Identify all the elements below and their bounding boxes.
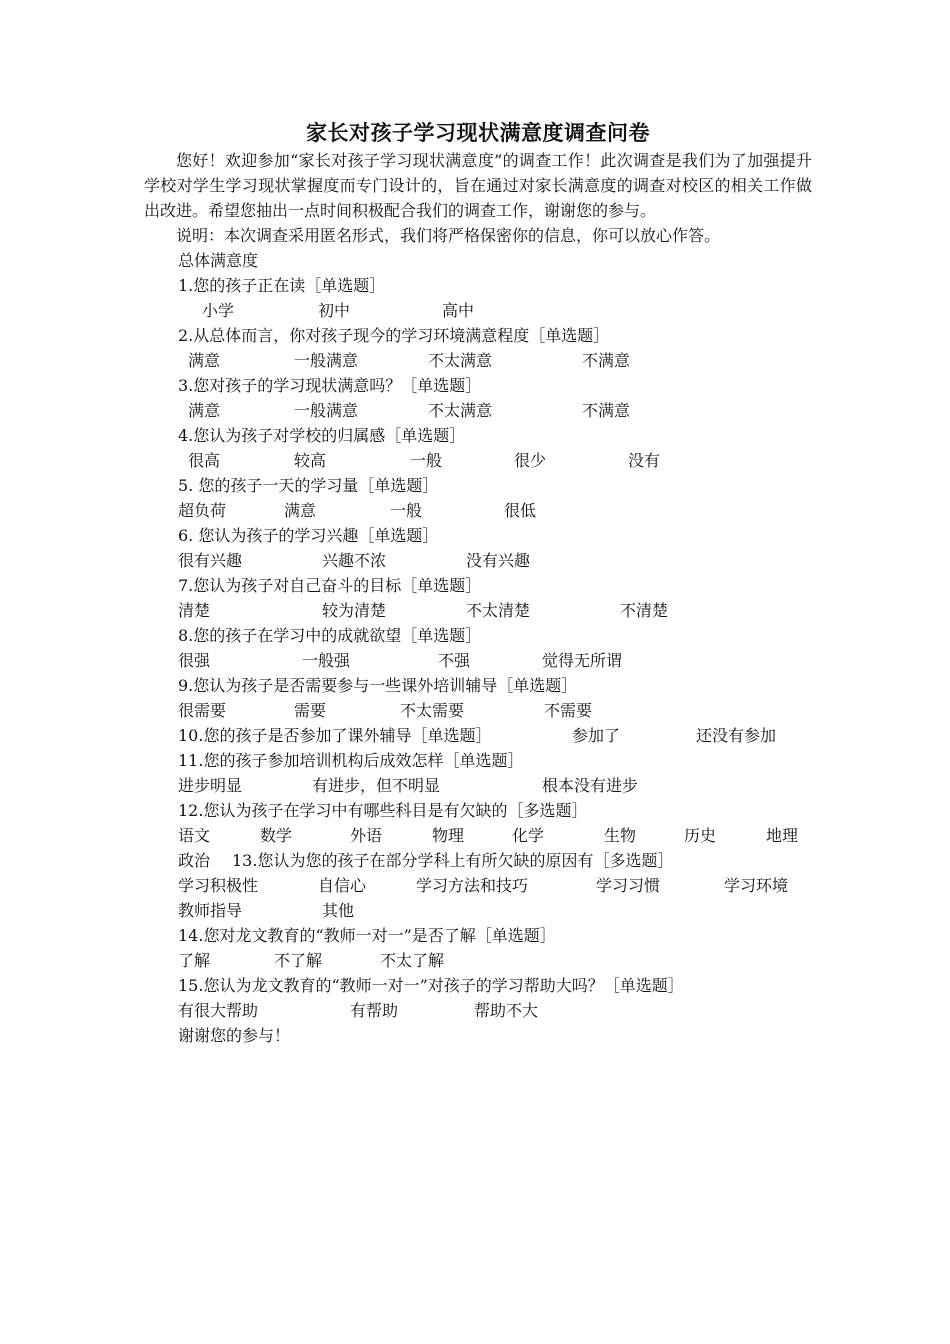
option: 满意 <box>284 501 317 520</box>
option: 较高 <box>294 451 327 470</box>
options-6 <box>144 548 812 573</box>
option: 满意 <box>188 401 221 420</box>
option: 清楚 <box>178 601 211 620</box>
option: 兴趣不浓 <box>322 551 387 570</box>
option: 还没有参加 <box>696 726 777 745</box>
question-6: 6. 您认为孩子的学习兴趣［单选题］ <box>178 526 439 545</box>
option: 不太需要 <box>400 701 465 720</box>
option: 生物 <box>604 826 637 845</box>
option: 不清楚 <box>620 601 669 620</box>
question-5: 5. 您的孩子一天的学习量［单选题］ <box>178 476 439 495</box>
option: 较为清楚 <box>322 601 387 620</box>
options-15 <box>144 998 812 1023</box>
option: 不需要 <box>544 701 593 720</box>
option: 数学 <box>260 826 293 845</box>
option: 觉得无所谓 <box>542 651 623 670</box>
option: 学习习惯 <box>596 876 661 895</box>
option: 很有兴趣 <box>178 551 243 570</box>
option: 一般 <box>390 501 423 520</box>
question-8: 8.您的孩子在学习中的成就欲望［单选题］ <box>178 626 482 645</box>
option: 根本没有进步 <box>542 776 639 795</box>
options-12 <box>144 823 812 848</box>
option: 一般满意 <box>294 401 359 420</box>
option: 满意 <box>188 351 221 370</box>
question-10: 10.您的孩子是否参加了课外辅导［单选题］ <box>178 726 492 745</box>
option: 学习方法和技巧 <box>416 876 529 895</box>
option: 外语 <box>350 826 383 845</box>
question-10-line <box>144 723 812 748</box>
option: 不太了解 <box>380 951 445 970</box>
option: 自信心 <box>318 876 367 895</box>
option: 参加了 <box>572 726 621 745</box>
question-9: 9.您认为孩子是否需要参与一些课外培训辅导［单选题］ <box>178 676 578 695</box>
option: 学习环境 <box>724 876 789 895</box>
section-heading: 总体满意度 <box>178 251 259 270</box>
option: 很需要 <box>178 701 227 720</box>
option: 帮助不大 <box>474 1001 539 1020</box>
question-1: 1.您的孩子正在读［单选题］ <box>178 276 386 295</box>
option: 没有兴趣 <box>466 551 531 570</box>
option: 学习积极性 <box>178 876 259 895</box>
option: 有进步，但不明显 <box>312 776 441 795</box>
question-4: 4.您认为孩子对学校的归属感［单选题］ <box>178 426 466 445</box>
options-4 <box>144 448 812 473</box>
option: 很高 <box>188 451 221 470</box>
question-7: 7.您认为孩子对自己奋斗的目标［单选题］ <box>178 576 482 595</box>
option: 初中 <box>318 301 351 320</box>
option: 历史 <box>684 826 717 845</box>
option: 很少 <box>514 451 547 470</box>
option: 没有 <box>628 451 661 470</box>
option: 不太满意 <box>428 351 493 370</box>
options-11 <box>144 773 812 798</box>
option: 有很大帮助 <box>178 1001 259 1020</box>
intro-paragraph: 您好！欢迎参加“家长对孩子学习现状满意度”的调查工作！此次调查是我们为了加强提升学校对学生学习现状掌握度而专门设计的，旨在通过对家长满意度的调查对校区的相关工作做出改进。希望您抽出一点时间积极配合我们的调查工作，谢谢您的参与。 <box>144 151 812 220</box>
options-8 <box>144 648 812 673</box>
question-2: 2.从总体而言，你对孩子现今的学习环境满意程度［单选题］ <box>178 326 610 345</box>
options-13 <box>144 873 812 898</box>
option: 了解 <box>178 951 211 970</box>
option: 不了解 <box>274 951 323 970</box>
option: 其他 <box>322 901 355 920</box>
question-14: 14.您对龙文教育的“教师一对一”是否了解［单选题］ <box>178 926 556 945</box>
question-13-line <box>144 848 812 873</box>
option: 很低 <box>504 501 537 520</box>
option: 不满意 <box>582 351 631 370</box>
question-13: 13.您认为您的孩子在部分学科上有所欠缺的原因有［多选题］ <box>232 851 674 870</box>
option: 语文 <box>178 826 211 845</box>
page-title: 家长对孩子学习现状满意度调查问卷 <box>306 120 650 145</box>
option: 一般强 <box>302 651 351 670</box>
option: 进步明显 <box>178 776 243 795</box>
question-11: 11.您的孩子参加培训机构后成效怎样［单选题］ <box>178 751 524 770</box>
questionnaire-page <box>144 118 812 1048</box>
option: 不太清楚 <box>466 601 531 620</box>
option: 不满意 <box>582 401 631 420</box>
option: 一般 <box>410 451 443 470</box>
option: 小学 <box>202 301 235 320</box>
option: 高中 <box>442 301 475 320</box>
options-7 <box>144 598 812 623</box>
option: 物理 <box>432 826 465 845</box>
options-13-cont <box>144 898 812 923</box>
question-12: 12.您认为孩子在学习中有哪些科目是有欠缺的［多选题］ <box>178 801 588 820</box>
options-2 <box>144 348 812 373</box>
note-paragraph: 说明：本次调查采用匿名形式，我们将严格保密你的信息，你可以放心作答。 <box>176 226 721 245</box>
options-14 <box>144 948 812 973</box>
options-9 <box>144 698 812 723</box>
option: 很强 <box>178 651 211 670</box>
options-5 <box>144 498 812 523</box>
option: 一般满意 <box>294 351 359 370</box>
option: 超负荷 <box>178 501 227 520</box>
closing-text: 谢谢您的参与！ <box>178 1026 291 1045</box>
question-3: 3.您对孩子的学习现状满意吗？［单选题］ <box>178 376 482 395</box>
option: 化学 <box>512 826 545 845</box>
options-3 <box>144 398 812 423</box>
option: 教师指导 <box>178 901 243 920</box>
option: 需要 <box>294 701 327 720</box>
options-1 <box>144 298 812 323</box>
option: 不强 <box>438 651 471 670</box>
option: 不太满意 <box>428 401 493 420</box>
option: 地理 <box>766 826 799 845</box>
question-15: 15.您认为龙文教育的“教师一对一”对孩子的学习帮助大吗？［单选题］ <box>178 976 684 995</box>
option: 有帮助 <box>350 1001 399 1020</box>
option: 政治 <box>178 851 211 870</box>
